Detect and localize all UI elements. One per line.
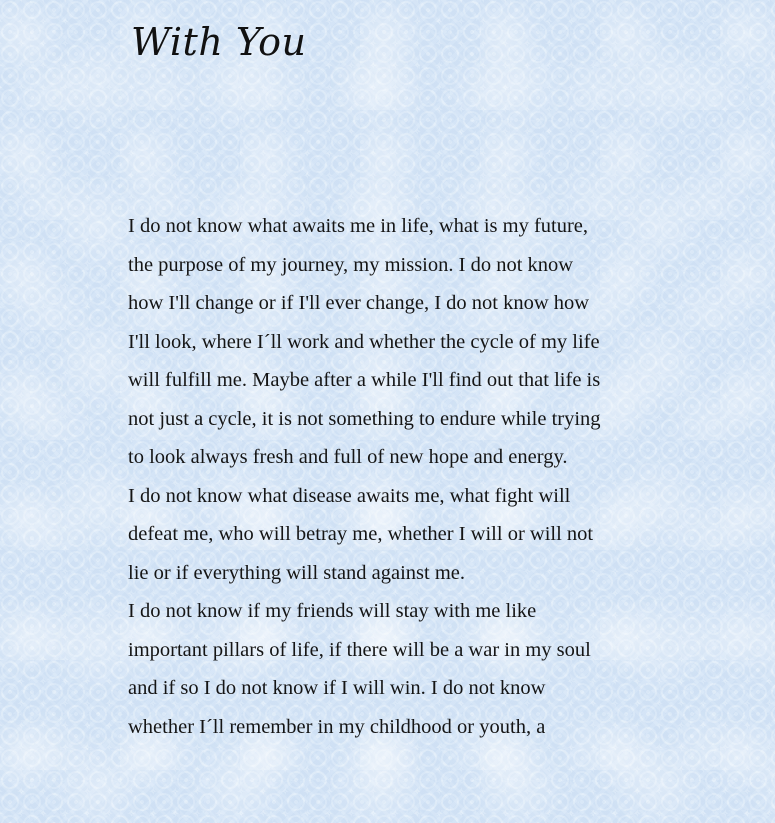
poem-line: and if so I do not know if I will win. I do not know [128, 677, 546, 699]
poem-line: I'll look, where I´ll work and whether the cycle of my life [128, 330, 600, 353]
poem-line: how I'll change or if I'll ever change, I do not know how [128, 292, 590, 314]
poem-line: I do not know what awaits me in life, what is my future, [128, 215, 589, 237]
poem-line: will fulfill me. Maybe after a while I'll find out that life is [128, 369, 601, 391]
poem-title: With You [131, 20, 307, 64]
poem-line: to look always fresh and full of new hope and energy. [128, 446, 568, 468]
poem-line: the purpose of my journey, my mission. I do not know [128, 253, 574, 276]
poem-body [128, 207, 668, 746]
poem-line: whether I´ll remember in my childhood or youth, a [128, 715, 546, 738]
poem-line: I do not know what disease awaits me, what fight will [128, 484, 571, 507]
poem-line: not just a cycle, it is not something to endure while trying [128, 407, 601, 430]
poem-line: important pillars of life, if there will be a war in my soul [128, 638, 591, 661]
poem-line: defeat me, who will betray me, whether I will or will not [128, 523, 594, 545]
poem-line: lie or if everything will stand against me. [128, 561, 466, 584]
poem-line: I do not know if my friends will stay with me like [128, 600, 537, 622]
